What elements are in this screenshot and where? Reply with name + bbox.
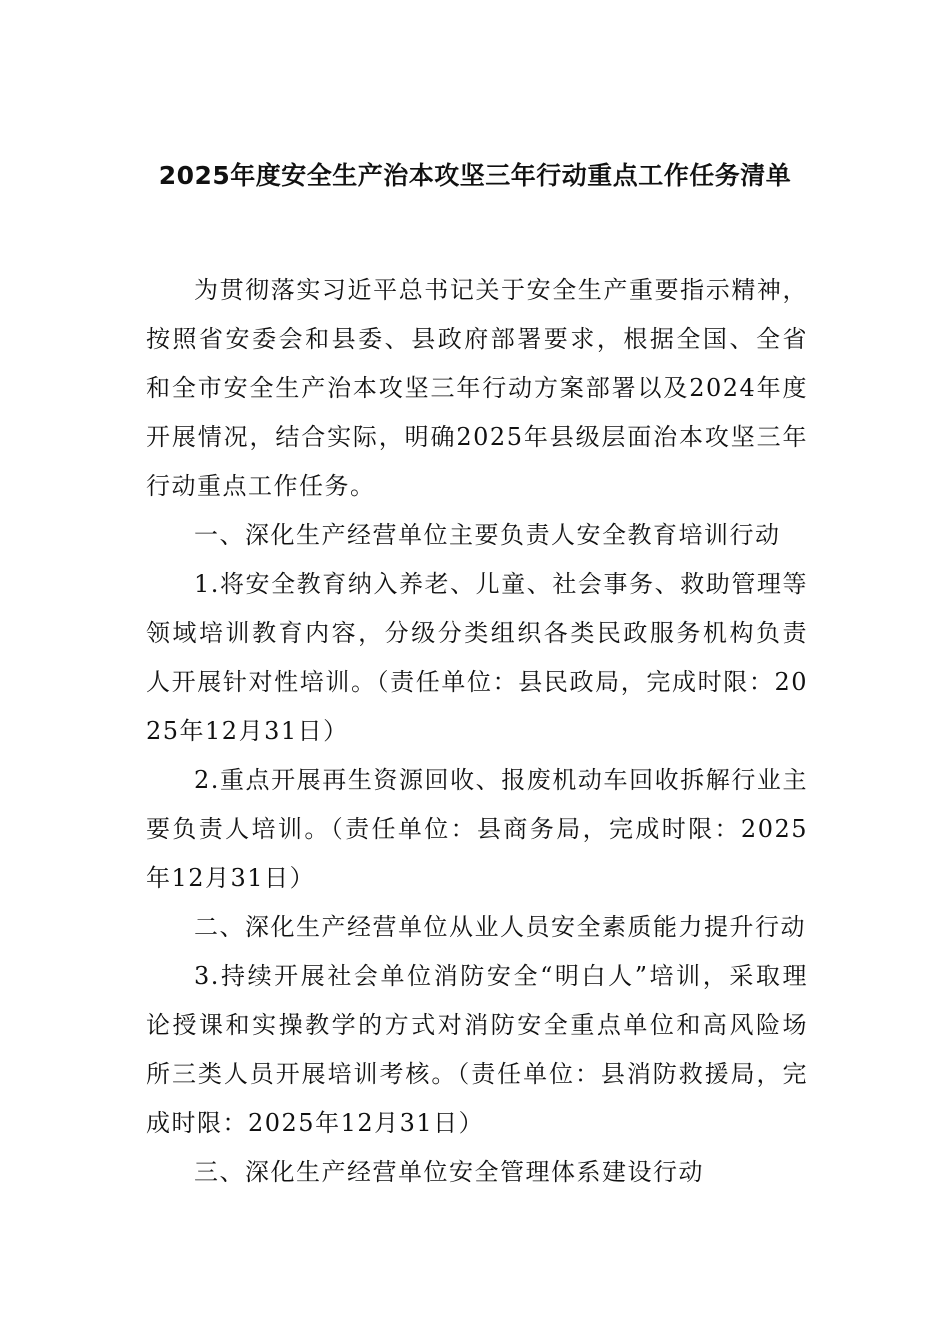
section-heading-2: 二、深化生产经营单位从业人员安全素质能力提升行动 — [194, 913, 806, 941]
task-item-1: 1.将安全教育纳入养老、儿童、社会事务、救助管理等领域培训教育内容，分级分类组织各类民政服务机构负责人开展针对性培训。（责任单位：县民政局，完成时限：2025年12月31日） — [146, 570, 808, 745]
document-body — [146, 266, 808, 1197]
task-item-3: 3.持续开展社会单位消防安全“明白人”培训，采取理论授课和实操教学的方式对消防安全重点单位和高风险场所三类人员开展培训考核。（责任单位：县消防救援局，完成时限：2025年12月31日） — [146, 962, 808, 1137]
section-heading-3: 三、深化生产经营单位安全管理体系建设行动 — [194, 1158, 704, 1186]
task-item-2: 2.重点开展再生资源回收、报废机动车回收拆解行业主要负责人培训。（责任单位：县商务局，完成时限：2025年12月31日） — [146, 766, 808, 892]
section-heading-1: 一、深化生产经营单位主要负责人安全教育培训行动 — [194, 521, 781, 549]
document-title: 2025年度安全生产治本攻坚三年行动重点工作任务清单 — [158, 161, 792, 190]
intro-paragraph: 为贯彻落实习近平总书记关于安全生产重要指示精神，按照省安委会和县委、县政府部署要求，根据全国、全省和全市安全生产治本攻坚三年行动方案部署以及2024年度开展情况，结合实际，明确2025年县级层面治本攻坚三年行动重点工作任务。 — [146, 276, 808, 500]
